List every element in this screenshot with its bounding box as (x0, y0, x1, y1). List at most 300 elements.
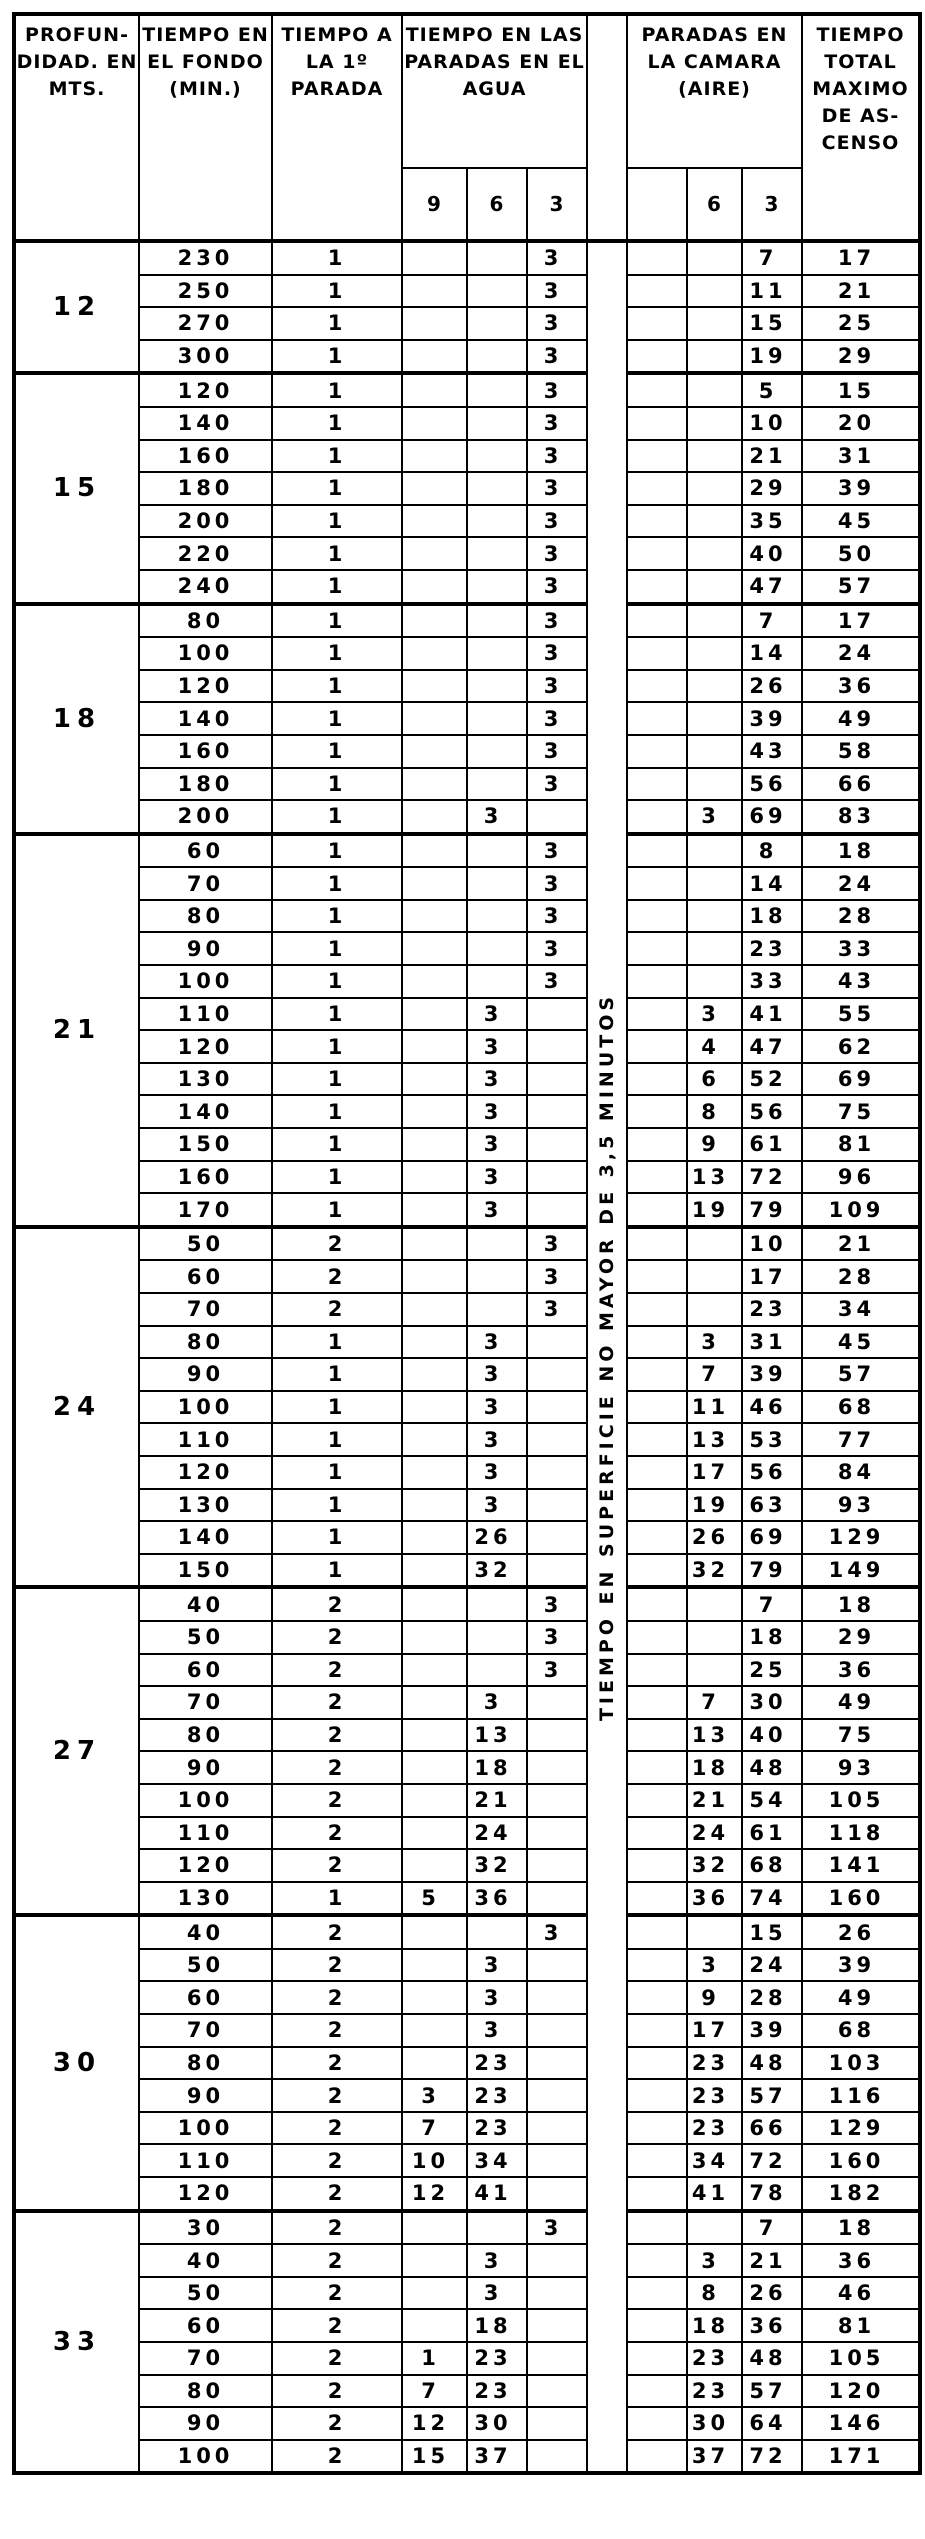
camara-blank-cell (627, 407, 687, 440)
agua-3-cell (527, 2407, 587, 2440)
fondo-cell: 90 (139, 932, 272, 965)
agua-3-cell: 3 (527, 637, 587, 670)
camara-3-cell: 15 (742, 307, 802, 340)
table-row (14, 1686, 920, 1719)
fondo-cell: 50 (139, 1949, 272, 1982)
camara-6-cell: 9 (687, 1981, 742, 2014)
camara-blank-cell (627, 1751, 687, 1784)
parada-cell: 1 (272, 1521, 402, 1554)
camara-blank-cell (627, 241, 687, 275)
fondo-cell: 160 (139, 1161, 272, 1194)
depth-cell: 30 (14, 1915, 139, 2210)
camara-blank-cell (627, 2014, 687, 2047)
agua-9-cell (402, 1949, 467, 1982)
camara-3-cell: 79 (742, 1554, 802, 1588)
camara-3-cell: 26 (742, 2277, 802, 2310)
agua-9-cell (402, 1587, 467, 1621)
fondo-cell: 120 (139, 373, 272, 407)
camara-3-cell: 33 (742, 965, 802, 998)
agua-3-cell (527, 1751, 587, 1784)
agua-3-cell: 3 (527, 373, 587, 407)
agua-6-cell: 3 (467, 1391, 527, 1424)
camara-6-cell: 3 (687, 1326, 742, 1359)
agua-3-cell (527, 1326, 587, 1359)
camara-3-cell: 10 (742, 1227, 802, 1261)
agua-3-cell (527, 1949, 587, 1982)
camara-3-cell: 39 (742, 1358, 802, 1391)
agua-9-cell (402, 340, 467, 374)
agua-6-cell (467, 2211, 527, 2245)
total-cell: 36 (802, 2244, 920, 2277)
header-tiempo-total: TIEMPO TOTAL MAXIMO DE AS- CENSO (802, 14, 920, 241)
camara-blank-cell (627, 800, 687, 834)
agua-6-cell (467, 307, 527, 340)
agua-9-cell (402, 637, 467, 670)
total-cell: 39 (802, 472, 920, 505)
agua-3-cell: 3 (527, 1293, 587, 1326)
header-agua-9: 9 (402, 168, 467, 241)
agua-3-cell (527, 2309, 587, 2342)
total-cell: 93 (802, 1489, 920, 1522)
parada-cell: 2 (272, 1981, 402, 2014)
fondo-cell: 110 (139, 2144, 272, 2177)
camara-3-cell: 28 (742, 1981, 802, 2014)
camara-6-cell: 23 (687, 2079, 742, 2112)
total-cell: 171 (802, 2440, 920, 2474)
camara-6-cell: 3 (687, 1949, 742, 1982)
fondo-cell: 130 (139, 1063, 272, 1096)
camara-3-cell: 10 (742, 407, 802, 440)
parada-cell: 1 (272, 735, 402, 768)
camara-3-cell: 48 (742, 1751, 802, 1784)
table-row (14, 1817, 920, 1850)
fondo-cell: 110 (139, 998, 272, 1031)
agua-9-cell (402, 1095, 467, 1128)
agua-6-cell (467, 275, 527, 308)
camara-blank-cell (627, 373, 687, 407)
fondo-cell: 100 (139, 965, 272, 998)
camara-6-cell (687, 307, 742, 340)
agua-3-cell (527, 2014, 587, 2047)
parada-cell: 1 (272, 768, 402, 801)
camara-6-cell: 17 (687, 2014, 742, 2047)
fondo-cell: 120 (139, 1849, 272, 1882)
parada-cell: 2 (272, 1587, 402, 1621)
parada-cell: 1 (272, 472, 402, 505)
fondo-cell: 160 (139, 440, 272, 473)
agua-3-cell (527, 1456, 587, 1489)
camara-blank-cell (627, 867, 687, 900)
camara-6-cell (687, 373, 742, 407)
header-primera-parada: TIEMPO A LA 1º PARADA (272, 14, 402, 241)
parada-cell: 1 (272, 1882, 402, 1916)
agua-9-cell (402, 1161, 467, 1194)
camara-6-cell: 32 (687, 1554, 742, 1588)
agua-9-cell: 3 (402, 2079, 467, 2112)
fondo-cell: 80 (139, 2375, 272, 2408)
table-row (14, 241, 920, 275)
parada-cell: 2 (272, 1654, 402, 1687)
parada-cell: 1 (272, 900, 402, 933)
fondo-cell: 80 (139, 1326, 272, 1359)
agua-3-cell: 3 (527, 440, 587, 473)
table-row (14, 2211, 920, 2245)
camara-3-cell: 52 (742, 1063, 802, 1096)
agua-3-cell: 3 (527, 570, 587, 604)
camara-3-cell: 11 (742, 275, 802, 308)
parada-cell: 2 (272, 2342, 402, 2375)
agua-9-cell: 7 (402, 2375, 467, 2408)
camara-3-cell: 56 (742, 1456, 802, 1489)
fondo-cell: 170 (139, 1193, 272, 1227)
total-cell: 141 (802, 1849, 920, 1882)
camara-3-cell: 18 (742, 1621, 802, 1654)
total-cell: 58 (802, 735, 920, 768)
camara-3-cell: 7 (742, 2211, 802, 2245)
camara-blank-cell (627, 1654, 687, 1687)
agua-6-cell: 3 (467, 800, 527, 834)
total-cell: 49 (802, 1981, 920, 2014)
header-agua-3: 3 (527, 168, 587, 241)
agua-3-cell (527, 1784, 587, 1817)
parada-cell: 1 (272, 440, 402, 473)
agua-6-cell (467, 340, 527, 374)
camara-6-cell (687, 604, 742, 638)
parada-cell: 2 (272, 2407, 402, 2440)
camara-blank-cell (627, 1063, 687, 1096)
total-cell: 77 (802, 1423, 920, 1456)
table-row (14, 1784, 920, 1817)
camara-blank-cell (627, 2112, 687, 2145)
agua-9-cell (402, 275, 467, 308)
parada-cell: 1 (272, 998, 402, 1031)
agua-9-cell (402, 1654, 467, 1687)
fondo-cell: 50 (139, 1621, 272, 1654)
camara-3-cell: 14 (742, 867, 802, 900)
agua-9-cell (402, 2244, 467, 2277)
parada-cell: 2 (272, 2277, 402, 2310)
camara-6-cell: 13 (687, 1423, 742, 1456)
table-row (14, 800, 920, 834)
total-cell: 25 (802, 307, 920, 340)
camara-blank-cell (627, 440, 687, 473)
camara-blank-cell (627, 604, 687, 638)
camara-3-cell: 35 (742, 505, 802, 538)
camara-6-cell: 26 (687, 1521, 742, 1554)
parada-cell: 2 (272, 1849, 402, 1882)
total-cell: 68 (802, 2014, 920, 2047)
parada-cell: 2 (272, 1260, 402, 1293)
parada-cell: 2 (272, 1621, 402, 1654)
agua-3-cell: 3 (527, 2211, 587, 2245)
fondo-cell: 100 (139, 2440, 272, 2474)
table-row (14, 637, 920, 670)
camara-6-cell: 23 (687, 2047, 742, 2080)
parada-cell: 1 (272, 1161, 402, 1194)
header-camara-blank (627, 168, 687, 241)
camara-3-cell: 74 (742, 1882, 802, 1916)
total-cell: 118 (802, 1817, 920, 1850)
agua-3-cell (527, 2047, 587, 2080)
camara-blank-cell (627, 1193, 687, 1227)
fondo-cell: 50 (139, 2277, 272, 2310)
camara-3-cell: 8 (742, 834, 802, 868)
agua-9-cell (402, 537, 467, 570)
header-camara-3: 3 (742, 168, 802, 241)
total-cell: 62 (802, 1030, 920, 1063)
agua-6-cell: 37 (467, 2440, 527, 2474)
camara-6-cell (687, 965, 742, 998)
agua-6-cell (467, 670, 527, 703)
agua-6-cell (467, 1621, 527, 1654)
camara-3-cell: 21 (742, 440, 802, 473)
agua-6-cell: 23 (467, 2047, 527, 2080)
table-row (14, 998, 920, 1031)
agua-9-cell (402, 1719, 467, 1752)
agua-6-cell: 13 (467, 1719, 527, 1752)
fondo-cell: 160 (139, 735, 272, 768)
total-cell: 149 (802, 1554, 920, 1588)
total-cell: 84 (802, 1456, 920, 1489)
camara-6-cell: 6 (687, 1063, 742, 1096)
camara-blank-cell (627, 275, 687, 308)
camara-6-cell (687, 1654, 742, 1687)
agua-3-cell (527, 1391, 587, 1424)
camara-blank-cell (627, 998, 687, 1031)
parada-cell: 2 (272, 2309, 402, 2342)
parada-cell: 2 (272, 1227, 402, 1261)
total-cell: 96 (802, 1161, 920, 1194)
total-cell: 45 (802, 505, 920, 538)
table-row (14, 1358, 920, 1391)
agua-9-cell (402, 440, 467, 473)
depth-cell: 12 (14, 241, 139, 373)
fondo-cell: 60 (139, 1654, 272, 1687)
total-cell: 55 (802, 998, 920, 1031)
header-paradas-camara: PARADAS EN LA CAMARA (AIRE) (627, 14, 802, 168)
camara-blank-cell (627, 637, 687, 670)
total-cell: 20 (802, 407, 920, 440)
agua-3-cell (527, 1358, 587, 1391)
camara-6-cell: 3 (687, 2244, 742, 2277)
agua-6-cell (467, 867, 527, 900)
table-row (14, 407, 920, 440)
camara-3-cell: 63 (742, 1489, 802, 1522)
camara-3-cell: 79 (742, 1193, 802, 1227)
table-row (14, 440, 920, 473)
camara-6-cell (687, 1293, 742, 1326)
camara-blank-cell (627, 2047, 687, 2080)
header-paradas-agua: TIEMPO EN LAS PARADAS EN EL AGUA (402, 14, 587, 168)
camara-3-cell: 69 (742, 1521, 802, 1554)
agua-9-cell: 12 (402, 2177, 467, 2211)
agua-9-cell (402, 1521, 467, 1554)
camara-6-cell: 18 (687, 2309, 742, 2342)
agua-3-cell (527, 2277, 587, 2310)
agua-3-cell: 3 (527, 1587, 587, 1621)
parada-cell: 2 (272, 2014, 402, 2047)
camara-3-cell: 41 (742, 998, 802, 1031)
total-cell: 34 (802, 1293, 920, 1326)
camara-3-cell: 40 (742, 537, 802, 570)
agua-3-cell: 3 (527, 407, 587, 440)
depth-cell: 21 (14, 834, 139, 1227)
agua-6-cell: 3 (467, 1030, 527, 1063)
camara-3-cell: 23 (742, 932, 802, 965)
total-cell: 17 (802, 241, 920, 275)
camara-3-cell: 40 (742, 1719, 802, 1752)
table-row (14, 1849, 920, 1882)
agua-6-cell: 3 (467, 1326, 527, 1359)
table-row (14, 2407, 920, 2440)
fondo-cell: 70 (139, 2342, 272, 2375)
camara-blank-cell (627, 1423, 687, 1456)
fondo-cell: 130 (139, 1882, 272, 1916)
agua-9-cell (402, 1128, 467, 1161)
parada-cell: 1 (272, 965, 402, 998)
table-row (14, 1949, 920, 1982)
camara-3-cell: 72 (742, 2144, 802, 2177)
camara-3-cell: 18 (742, 900, 802, 933)
fondo-cell: 110 (139, 1817, 272, 1850)
agua-9-cell (402, 1751, 467, 1784)
parada-cell: 1 (272, 1358, 402, 1391)
camara-3-cell: 64 (742, 2407, 802, 2440)
table-row (14, 2047, 920, 2080)
camara-3-cell: 26 (742, 670, 802, 703)
agua-9-cell (402, 505, 467, 538)
agua-6-cell: 3 (467, 998, 527, 1031)
camara-3-cell: 78 (742, 2177, 802, 2211)
table-row (14, 900, 920, 933)
fondo-cell: 30 (139, 2211, 272, 2245)
table-row (14, 1882, 920, 1916)
fondo-cell: 120 (139, 670, 272, 703)
total-cell: 160 (802, 2144, 920, 2177)
camara-blank-cell (627, 735, 687, 768)
camara-6-cell: 3 (687, 800, 742, 834)
fondo-cell: 70 (139, 2014, 272, 2047)
camara-blank-cell (627, 1391, 687, 1424)
parada-cell: 2 (272, 2375, 402, 2408)
parada-cell: 2 (272, 1949, 402, 1982)
parada-cell: 1 (272, 604, 402, 638)
agua-3-cell: 3 (527, 932, 587, 965)
camara-blank-cell (627, 1030, 687, 1063)
fondo-cell: 80 (139, 604, 272, 638)
table-row (14, 1554, 920, 1588)
agua-9-cell (402, 307, 467, 340)
agua-9-cell (402, 2277, 467, 2310)
table-row (14, 307, 920, 340)
agua-9-cell (402, 1817, 467, 1850)
agua-9-cell (402, 1981, 467, 2014)
camara-blank-cell (627, 932, 687, 965)
agua-9-cell (402, 670, 467, 703)
camara-6-cell: 17 (687, 1456, 742, 1489)
camara-blank-cell (627, 1949, 687, 1982)
parada-cell: 2 (272, 1784, 402, 1817)
total-cell: 105 (802, 1784, 920, 1817)
fondo-cell: 70 (139, 1686, 272, 1719)
camara-6-cell: 8 (687, 1095, 742, 1128)
table-row (14, 867, 920, 900)
agua-9-cell: 12 (402, 2407, 467, 2440)
fondo-cell: 70 (139, 867, 272, 900)
camara-blank-cell (627, 1915, 687, 1949)
camara-3-cell: 48 (742, 2342, 802, 2375)
camara-3-cell: 15 (742, 1915, 802, 1949)
camara-3-cell: 43 (742, 735, 802, 768)
fondo-cell: 70 (139, 1293, 272, 1326)
agua-3-cell (527, 1981, 587, 2014)
camara-blank-cell (627, 1456, 687, 1489)
agua-3-cell: 3 (527, 670, 587, 703)
camara-blank-cell (627, 1817, 687, 1850)
fondo-cell: 90 (139, 1751, 272, 1784)
table-row (14, 1293, 920, 1326)
agua-3-cell (527, 2244, 587, 2277)
parada-cell: 1 (272, 1128, 402, 1161)
camara-3-cell: 39 (742, 2014, 802, 2047)
table-row (14, 1193, 920, 1227)
fondo-cell: 150 (139, 1554, 272, 1588)
agua-9-cell (402, 1030, 467, 1063)
camara-6-cell: 7 (687, 1686, 742, 1719)
total-cell: 21 (802, 275, 920, 308)
camara-6-cell: 3 (687, 998, 742, 1031)
table-row (14, 1621, 920, 1654)
camara-6-cell (687, 867, 742, 900)
camara-3-cell: 24 (742, 1949, 802, 1982)
agua-6-cell: 3 (467, 1358, 527, 1391)
camara-blank-cell (627, 1621, 687, 1654)
parada-cell: 1 (272, 637, 402, 670)
agua-6-cell (467, 637, 527, 670)
table-row (14, 570, 920, 604)
agua-3-cell: 3 (527, 307, 587, 340)
table-row (14, 2014, 920, 2047)
total-cell: 28 (802, 1260, 920, 1293)
camara-6-cell (687, 275, 742, 308)
camara-3-cell: 69 (742, 800, 802, 834)
table-row (14, 1260, 920, 1293)
agua-6-cell: 3 (467, 1423, 527, 1456)
fondo-cell: 180 (139, 768, 272, 801)
camara-3-cell: 7 (742, 1587, 802, 1621)
agua-3-cell: 3 (527, 604, 587, 638)
parada-cell: 1 (272, 702, 402, 735)
camara-blank-cell (627, 1161, 687, 1194)
agua-3-cell (527, 1719, 587, 1752)
total-cell: 46 (802, 2277, 920, 2310)
camara-6-cell: 21 (687, 1784, 742, 1817)
table-row (14, 373, 920, 407)
camara-6-cell (687, 472, 742, 505)
fondo-cell: 100 (139, 637, 272, 670)
table-row (14, 1423, 920, 1456)
camara-blank-cell (627, 2244, 687, 2277)
fondo-cell: 110 (139, 1423, 272, 1456)
agua-3-cell: 3 (527, 702, 587, 735)
agua-6-cell: 23 (467, 2342, 527, 2375)
agua-6-cell (467, 570, 527, 604)
camara-6-cell (687, 407, 742, 440)
total-cell: 15 (802, 373, 920, 407)
total-cell: 160 (802, 1882, 920, 1916)
table-row (14, 2112, 920, 2145)
fondo-cell: 100 (139, 2112, 272, 2145)
